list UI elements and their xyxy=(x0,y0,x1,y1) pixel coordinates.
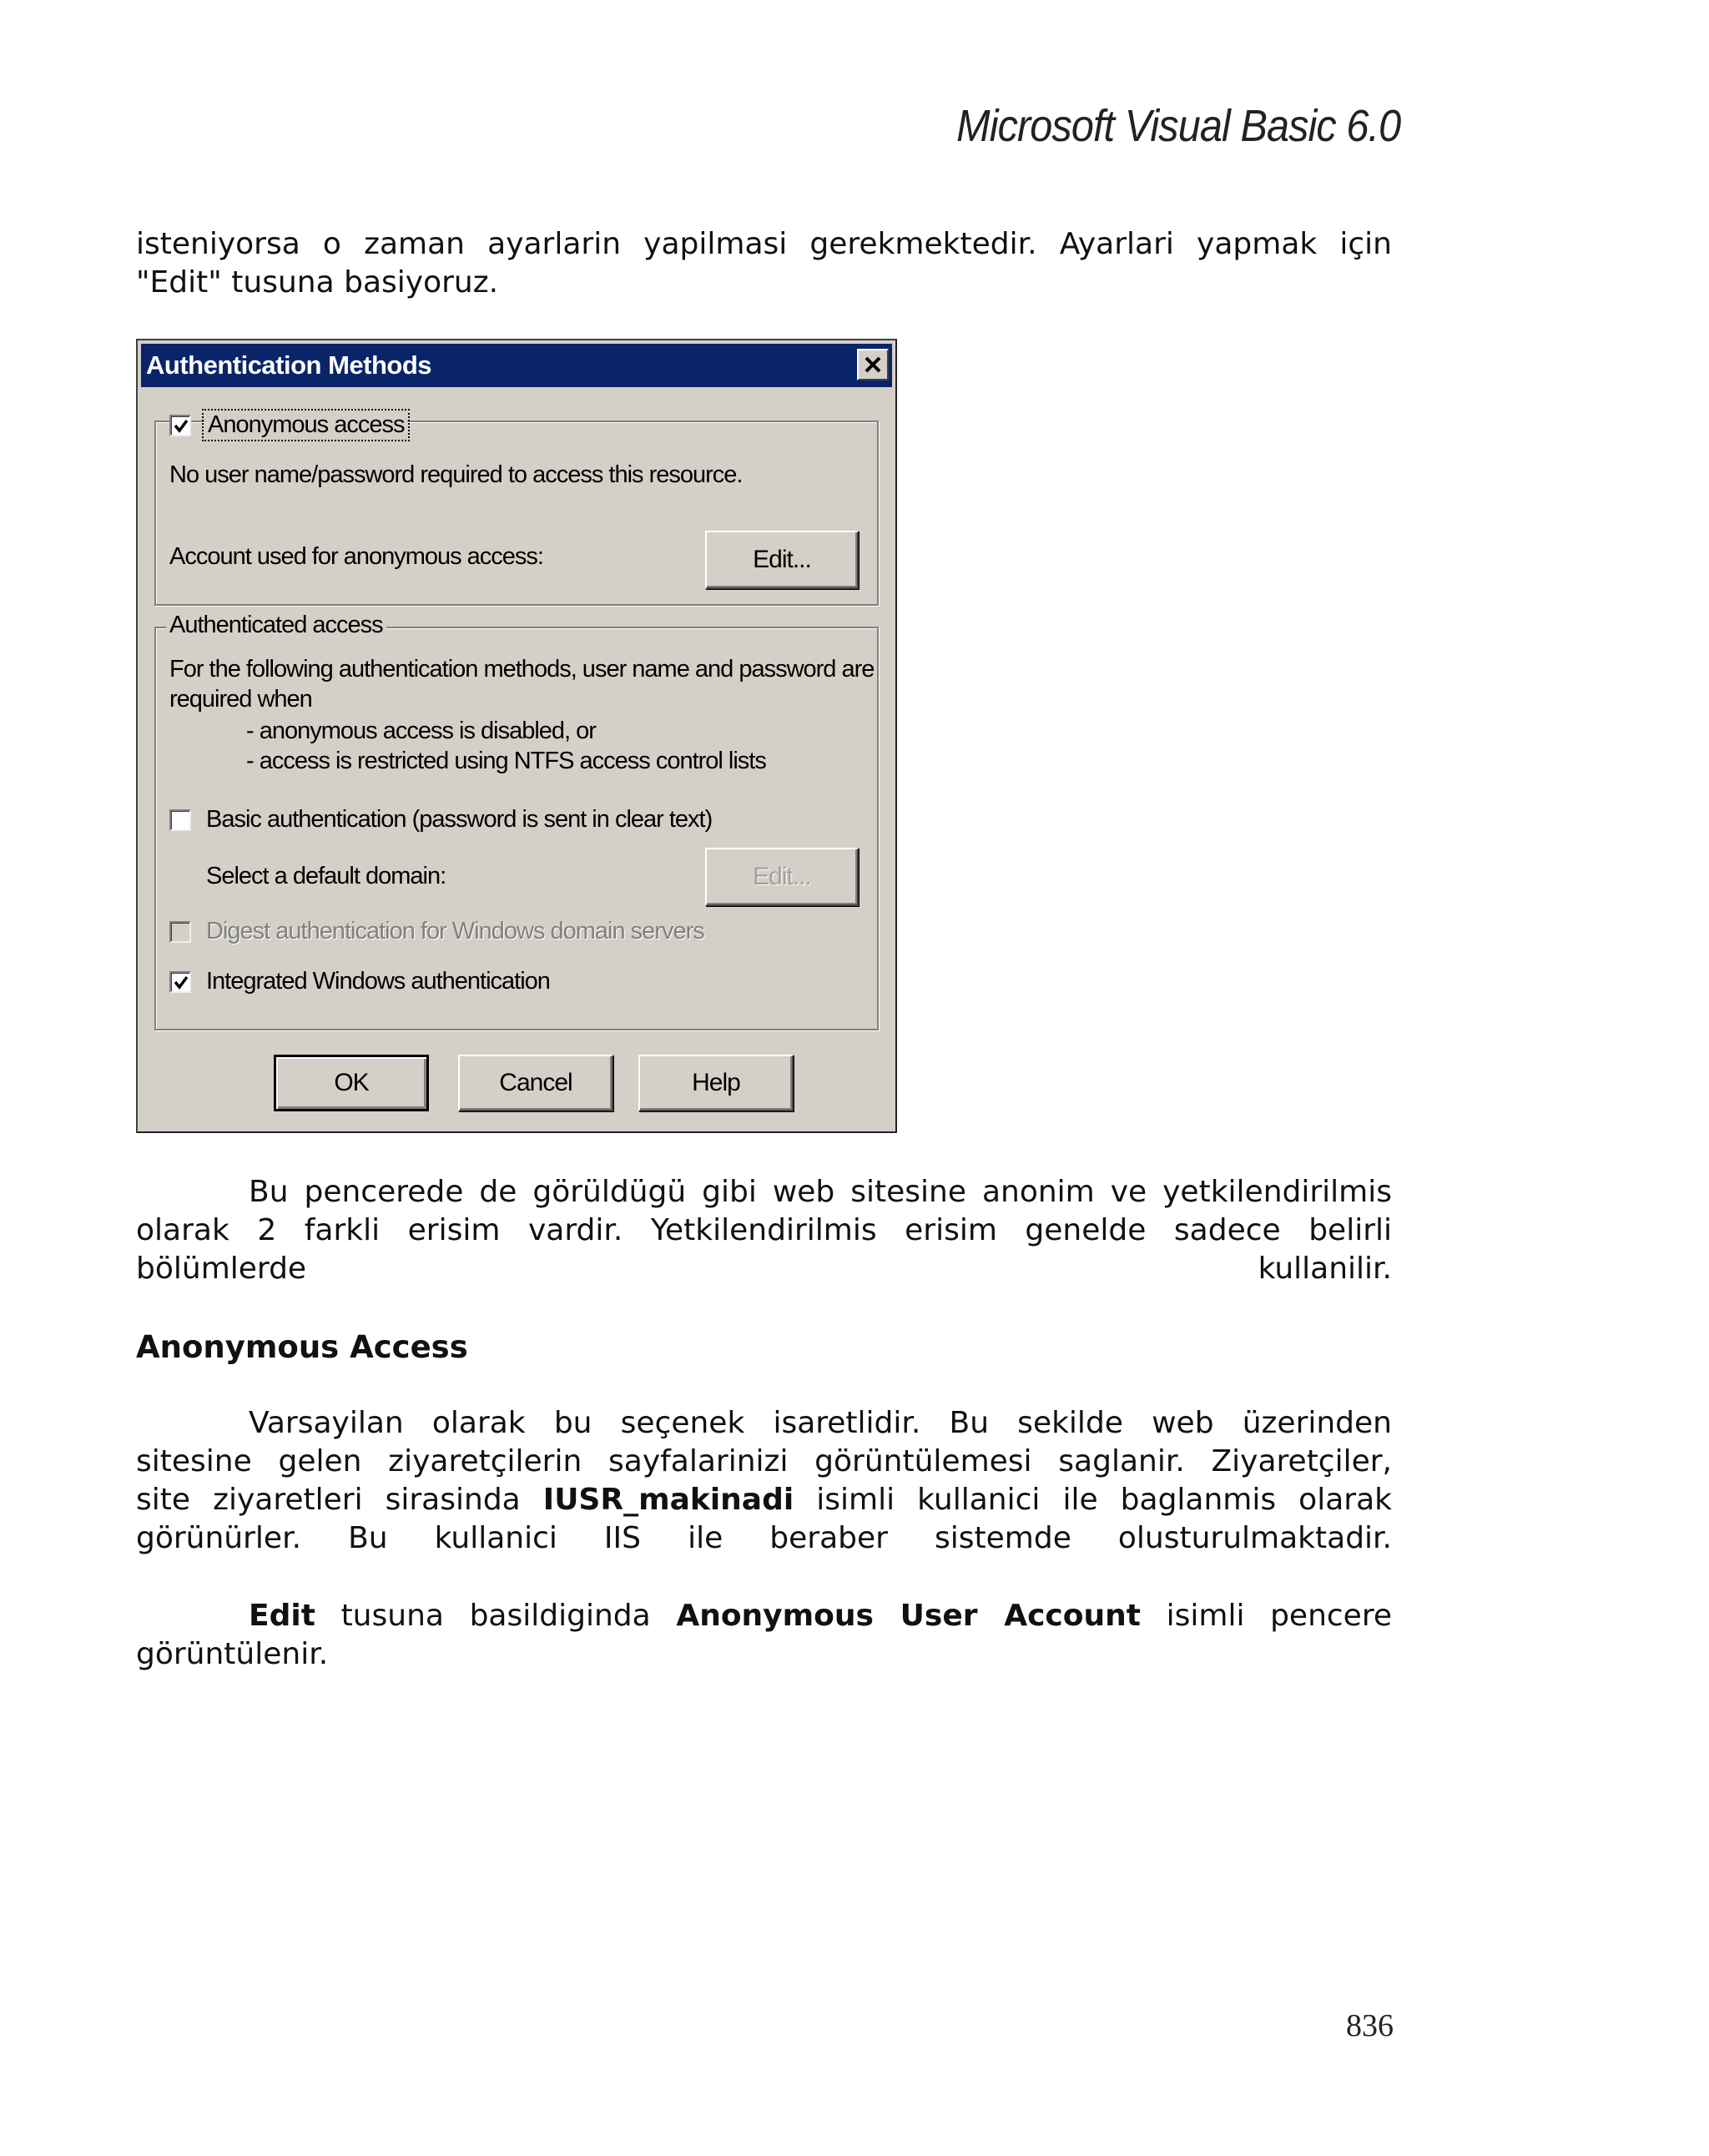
intro-line-2: "Edit" tusuna basiyoruz. xyxy=(136,265,499,300)
para3-text-1: tusuna basildiginda xyxy=(340,1599,651,1633)
close-button[interactable] xyxy=(857,349,889,380)
paragraph-1 xyxy=(136,1173,1392,1288)
paragraph-3 xyxy=(136,1597,1392,1674)
para3-line-1 xyxy=(136,1597,1392,1635)
page-number: 836 xyxy=(1346,2008,1394,2043)
intro-line-1: isteniyorsa o zaman ayarlarin yapilmasi gerekmektedir. Ayarlari yapmak için xyxy=(136,227,1392,261)
book-title: Microsoft Visual Basic 6.0 xyxy=(955,101,1400,151)
authenticated-bullet-2: - access is restricted using NTFS access control lists xyxy=(246,748,766,774)
authenticated-bullet-1: - anonymous access is disabled, or xyxy=(246,718,596,744)
anonymous-account-label: Account used for anonymous access: xyxy=(169,543,543,570)
cancel-button[interactable]: Cancel xyxy=(458,1055,613,1111)
para3-bold-1: Edit xyxy=(249,1599,315,1633)
authenticated-desc-line-1: For the following authentication methods, user name and password are xyxy=(169,656,875,683)
dialog-titlebar xyxy=(141,344,892,387)
anonymous-description: No user name/password required to access this resource. xyxy=(169,461,743,488)
para2-line-3-post: isimli kullanici ile baglanmis olarak xyxy=(816,1483,1392,1517)
para1-line-2: olarak 2 farkli erisim vardir. Yetkilendirilmis erisim genelde sadece belirli xyxy=(136,1213,1392,1247)
anonymous-edit-button[interactable]: Edit... xyxy=(705,531,859,589)
para1-line-3-right: kullanilir. xyxy=(1258,1252,1392,1286)
anonymous-access-label[interactable]: Anonymous access xyxy=(204,411,407,439)
para2-line-2: sitesine gelen ziyaretçilerin sayfalarinizi görüntülemesi saglanir. Ziyaretçiler, xyxy=(136,1444,1392,1478)
para2-line-1: Varsayilan olarak bu seçenek isaretlidir. Bu sekilde web üzerinden xyxy=(249,1406,1392,1440)
para3-line-2: görüntülenir. xyxy=(136,1637,329,1671)
para1-line-3 xyxy=(136,1250,1392,1288)
help-button[interactable]: Help xyxy=(638,1055,794,1111)
authentication-methods-dialog xyxy=(136,339,897,1133)
digest-authentication-label[interactable]: Digest authentication for Windows domain servers xyxy=(206,918,704,945)
paragraph-2 xyxy=(136,1404,1392,1558)
checkmark-icon xyxy=(173,975,189,991)
para3-text-2: isimli pencere xyxy=(1166,1599,1392,1633)
para2-line-4: görünürler. Bu kullanici IIS ile beraber sistemde olusturulmaktadir. xyxy=(136,1521,1392,1555)
integrated-windows-label[interactable]: Integrated Windows authentication xyxy=(206,968,550,995)
para2-line-3 xyxy=(136,1481,1392,1519)
para3-bold-2: Anonymous User Account xyxy=(676,1599,1141,1633)
authenticated-access-legend: Authenticated access xyxy=(166,612,386,639)
para1-line-3-left: bölümlerde xyxy=(136,1252,307,1286)
close-icon xyxy=(864,356,882,373)
authenticated-desc-line-2: required when xyxy=(169,686,312,713)
intro-paragraph xyxy=(136,225,1392,302)
default-domain-label: Select a default domain: xyxy=(206,863,446,889)
para2-line-3-bold: IUSR_makinadi xyxy=(542,1483,794,1517)
anonymous-access-checkbox[interactable] xyxy=(169,415,191,436)
para1-line-1: Bu pencerede de görüldügü gibi web sitesine anonim ve yetkilendirilmis xyxy=(249,1175,1392,1209)
basic-authentication-label[interactable]: Basic authentication (password is sent in clear text) xyxy=(206,806,713,833)
ok-button[interactable]: OK xyxy=(274,1055,429,1111)
section-heading: Anonymous Access xyxy=(136,1329,468,1365)
integrated-windows-checkbox[interactable] xyxy=(169,971,191,993)
dialog-title: Authentication Methods xyxy=(146,350,432,380)
digest-authentication-checkbox[interactable] xyxy=(169,921,191,943)
basic-authentication-checkbox[interactable] xyxy=(169,809,191,831)
checkmark-icon xyxy=(173,418,189,435)
para2-line-3-pre: site ziyaretleri sirasinda xyxy=(136,1483,521,1517)
domain-edit-button[interactable]: Edit... xyxy=(705,848,859,906)
